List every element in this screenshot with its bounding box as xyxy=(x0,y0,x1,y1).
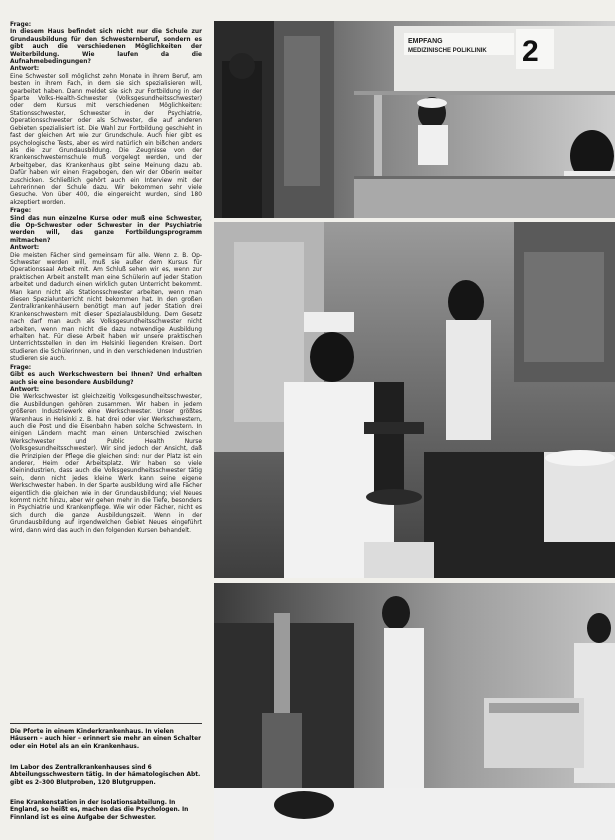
interview-answer: Die meisten Fächer sind gemeinsam für alle. Wenn z. B. Op-Schwester werden will, muß sie außer dem Kursus für Operationssaal Arbeit mit. Am Schluß sehen wir es, wenn zur praktischen Arbeit anstellt man eine Schülerin auf jeder Station arbeitet und dadurch einen wirklich guten Unterricht bekommt. Man kann nicht als Stationsschwester arbeiten, wenn man diesen Spezialunterricht nicht bekommen hat. In den großen Zentralkrankenhäusern benötigt man auf jeder Station drei Krankenschwestern mit dieser Spezialausbildung. Dem Gesetz nach darf man auch als Volksgesundheitsschwester nicht arbeiten, wenn man nicht die dazu notwendige Ausbildung erhalten hat. Für diese Arbeit haben wir unsere praktischen Unterrichtsstellen in den im Helsinki liegenden Kreisen. Dort studieren die Schülerinnen, und in den verschiedenen Industrien studieren sie auch. xyxy=(10,252,202,363)
caption-reception: Die Pforte in einem Kinderkrankenhaus. In vielen Häusern – auch hier – erinnert sie mehr an einen Schalter oder ein Hotel als an ein Krankenhaus. xyxy=(10,729,202,750)
interview-answer: Eine Schwester soll möglichst zehn Monate in ihrem Beruf, am besten in ihrem Fach, in dem sie sich spezialisieren will, gearbeitet haben. Dann meldet sie sich zur Fortbildung in der Sparte Volks-Health-Schwester (Volksgesundheitsschwester) oder dem Kursus mit verschiedenen Möglichkeiten: Stationsschwester, Schwester in der Psychiatrie, Operationsschwester oder als Schwester, die auf anderen Gebieten spezialisiert ist. Die Wahl zur Fortbildung geschieht in fast der gleichen Art wie zur Grundschule. Auch hier gibt es psychologische Tests, aber es wird natürlich ein bißchen anders als die zur Grundausbildung. Die Zeugnisse von der Krankenschwesternschule muß vorgelegt werden, und der Arbeitgeber, das Krankenhaus gibt seine Meinung dazu ab. Dafür haben wir einen Fragebogen, den wir der Oberin weiter zuschicken. Schließlich gehört auch ein Interview mit der Lehrerinnen der Schule dazu. Wir bekommen sehr viele Gesuche. Von über 400, die eingereicht wurden, sind 180 akzeptiert worden. xyxy=(10,73,202,206)
interview-question: Frage: xyxy=(10,22,32,28)
caption-laboratory: Im Labor des Zentralkrankenhauses sind 6 Abteilungsschwestern tätig. In der hämatologischen Abt. gibt es 2–300 Blutproben, 120 Blutgruppen. xyxy=(10,765,201,786)
interview-question: Frage: xyxy=(10,208,32,215)
interview-question: Sind das nun einzelne Kurse oder muß eine Schwester, die Op-Schwester oder Schwester in der Psychiatrie werden will, das ganze Fortbildungsprogramm mitmachen? xyxy=(10,215,202,244)
answer-label: Antwort: xyxy=(10,66,40,73)
interview-question: Frage: xyxy=(10,364,32,371)
interview-question: In diesem Haus befindet sich nicht nur die Schule zur Grundausbildung für den Schwesternberuf, sondern es gibt auch die verschiedenen Möglichkeiten der Weiterbildung. Wie laufen da die Aufnahmebedingungen? xyxy=(10,29,202,66)
photo-isolation-ward xyxy=(214,583,615,840)
caption-isolation-ward: Eine Krankenstation in der Isolationsabteilung. In England, so heißt es, machen das die Psychologen. In Finnland ist es eine Aufgabe der Schwester. xyxy=(10,800,189,821)
caption-divider xyxy=(10,723,202,724)
interview-text-column xyxy=(10,22,202,536)
interview-question: Gibt es auch Werkschwestern bei Ihnen? Und erhalten auch sie eine besondere Ausbildung? xyxy=(10,372,202,386)
photo-laboratory-microscope xyxy=(214,222,615,578)
interview-answer: Die Werkschwester ist gleichzeitig Volksgesundheitsschwester, die Ausbildungen gehören zusammen. Wir haben in jedem größeren Industriewerk eine Werkschwester. Unser größtes Warenhaus in Helsinki z. B. hat drei oder vier Werkschwestern, auch die Post und die Eisenbahn haben solche Schwestern. In einigen Ländern macht man einen Unterschied zwischen Werkschwester und Public Health Nurse (Volksgesundheitsschwester). Wir sind jedoch der Ansicht, daß die Prinzipien der Pflege die gleichen sind: nur der Platz ist ein anderer, Heim oder Arbeitsplatz. Wir haben so viele Kleinindustrien, dass auch die Volksgesundheitsschwester tätig sein, denn nicht jedes kleine Werk kann seine eigene Werkschwester haben. In der Sparte ausbildung wird alle Fächer eigentlich die gleichen wie in der Grundausbildung; viel Neues kommt nicht hinzu, aber wir gehen mehr in die Tiefe, besonders in Psychiatrie und Krankenpflege. Wie wir oder Fächer, nicht es sich durch die ganze Ausbildungszeit. Wenn in der Grundausbildung auf irgendwelchen Gebiet Neues eingeführt wird, dann wird das auch in den folgenden Kursen behandelt. xyxy=(10,394,202,534)
photo-reception-desk xyxy=(214,21,615,218)
sign-empfang: EMPFANG xyxy=(408,38,443,45)
answer-label: Antwort: xyxy=(10,386,40,393)
sign-poliklinik: MEDIZINISCHE POLIKLINIK xyxy=(408,48,487,54)
sign-number: 2 xyxy=(522,35,539,68)
answer-label: Antwort: xyxy=(10,245,40,252)
